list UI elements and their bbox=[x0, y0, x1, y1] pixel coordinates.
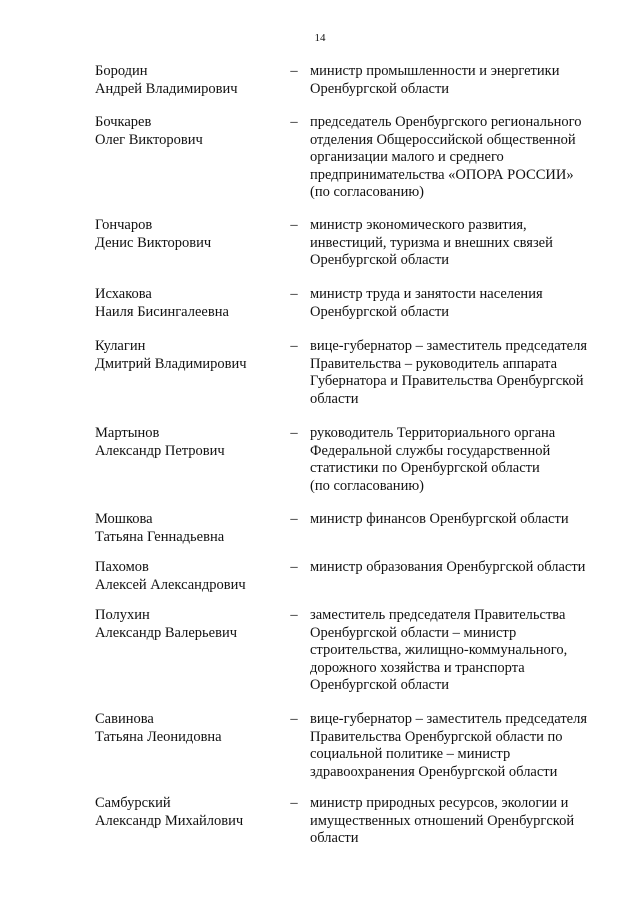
position-line: министр труда и занятости населения bbox=[310, 286, 543, 302]
position-line: дорожного хозяйства и транспорта bbox=[310, 659, 525, 676]
dash-separator: – bbox=[290, 711, 298, 727]
member-name bbox=[95, 425, 285, 460]
position-line: министр экономического развития, bbox=[310, 217, 527, 233]
member-given-name: Александр Петрович bbox=[95, 442, 225, 459]
member-surname: Мошкова bbox=[95, 511, 153, 527]
position-line: министр образования Оренбургской области bbox=[310, 559, 586, 575]
dash-separator: – bbox=[290, 286, 298, 302]
member-position bbox=[310, 559, 620, 577]
member-given-name: Александр Михайлович bbox=[95, 812, 244, 829]
member-name bbox=[95, 511, 285, 546]
position-line: Правительства – руководитель аппарата bbox=[310, 355, 558, 372]
member-surname: Исхакова bbox=[95, 286, 152, 302]
member-given-name: Денис Викторович bbox=[95, 234, 212, 251]
member-surname: Савинова bbox=[95, 711, 154, 727]
member-given-name: Татьяна Геннадьевна bbox=[95, 528, 225, 545]
position-line: Оренбургской области bbox=[310, 677, 450, 693]
position-line: предпринимательства «ОПОРА РОССИИ» bbox=[310, 166, 574, 183]
member-name bbox=[95, 338, 285, 373]
member-surname: Полухин bbox=[95, 607, 150, 623]
dash-separator: – bbox=[290, 559, 298, 575]
dash-separator: – bbox=[290, 114, 298, 130]
member-name bbox=[95, 795, 285, 830]
member-given-name: Татьяна Леонидовна bbox=[95, 728, 222, 745]
dash-separator: – bbox=[290, 338, 298, 354]
member-position bbox=[310, 795, 620, 848]
dash-separator: – bbox=[290, 63, 298, 79]
member-name bbox=[95, 559, 285, 594]
position-line: Оренбургской области bbox=[310, 80, 450, 97]
member-given-name: Алексей Александрович bbox=[95, 576, 246, 593]
member-surname: Мартынов bbox=[95, 425, 160, 441]
member-surname: Бочкарев bbox=[95, 114, 152, 130]
member-position bbox=[310, 607, 620, 695]
position-line: организации малого и среднего bbox=[310, 149, 504, 165]
position-line: министр финансов Оренбургской области bbox=[310, 511, 569, 527]
position-line: министр промышленности и энергетики bbox=[310, 63, 560, 79]
member-position bbox=[310, 286, 620, 321]
member-name bbox=[95, 63, 285, 98]
member-given-name: Андрей Владимирович bbox=[95, 80, 238, 97]
member-position bbox=[310, 511, 620, 529]
dash-separator: – bbox=[290, 511, 298, 527]
position-line: отделения Общероссийской общественной bbox=[310, 131, 576, 148]
position-line: заместитель председателя Правительства bbox=[310, 607, 566, 623]
position-line: имущественных отношений Оренбургской bbox=[310, 812, 575, 829]
member-surname: Самбурский bbox=[95, 795, 171, 811]
position-line: вице-губернатор – заместитель председателя bbox=[310, 711, 587, 727]
position-line: Оренбургской области bbox=[310, 303, 450, 320]
position-line: Федеральной службы государственной bbox=[310, 442, 551, 459]
position-line: председатель Оренбургского регионального bbox=[310, 114, 582, 130]
position-line: области bbox=[310, 390, 359, 407]
position-line: здравоохранения Оренбургской области bbox=[310, 763, 558, 780]
position-line: Оренбургской области – министр bbox=[310, 624, 517, 641]
member-name bbox=[95, 286, 285, 321]
member-name bbox=[95, 114, 285, 149]
position-line: (по согласованию) bbox=[310, 184, 424, 200]
dash-separator: – bbox=[290, 795, 298, 811]
position-line: Правительства Оренбургской области по bbox=[310, 728, 563, 745]
member-position bbox=[310, 63, 620, 98]
member-surname: Кулагин bbox=[95, 338, 146, 354]
member-position bbox=[310, 217, 620, 270]
member-position bbox=[310, 711, 620, 781]
member-position bbox=[310, 114, 620, 202]
member-given-name: Александр Валерьевич bbox=[95, 624, 237, 641]
position-line: вице-губернатор – заместитель председателя bbox=[310, 338, 587, 354]
member-name bbox=[95, 711, 285, 746]
position-line: Губернатора и Правительства Оренбургской bbox=[310, 373, 584, 389]
member-name bbox=[95, 607, 285, 642]
member-given-name: Олег Викторович bbox=[95, 131, 203, 148]
member-surname: Гончаров bbox=[95, 217, 153, 233]
position-line: (по согласованию) bbox=[310, 477, 424, 494]
member-surname: Бородин bbox=[95, 63, 148, 79]
member-given-name: Наиля Бисингалеевна bbox=[95, 303, 229, 320]
position-line: социальной политике – министр bbox=[310, 746, 511, 762]
member-surname: Пахомов bbox=[95, 559, 149, 575]
member-position bbox=[310, 338, 620, 408]
position-line: статистики по Оренбургской области bbox=[310, 460, 540, 476]
position-line: строительства, жилищно-коммунального, bbox=[310, 642, 568, 658]
member-position bbox=[310, 425, 620, 495]
member-name bbox=[95, 217, 285, 252]
position-line: министр природных ресурсов, экологии и bbox=[310, 795, 569, 811]
position-line: инвестиций, туризма и внешних связей bbox=[310, 234, 553, 251]
position-line: Оренбургской области bbox=[310, 252, 450, 268]
dash-separator: – bbox=[290, 217, 298, 233]
position-line: руководитель Территориального органа bbox=[310, 425, 556, 441]
dash-separator: – bbox=[290, 607, 298, 623]
dash-separator: – bbox=[290, 425, 298, 441]
position-line: области bbox=[310, 830, 359, 846]
page-number: 14 bbox=[314, 32, 326, 44]
member-given-name: Дмитрий Владимирович bbox=[95, 355, 247, 372]
